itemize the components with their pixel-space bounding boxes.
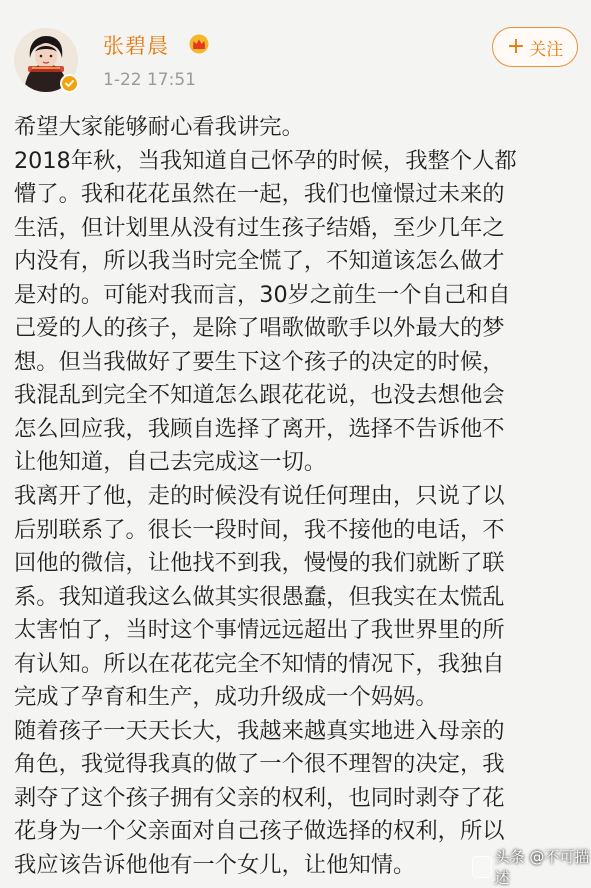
post-text-line: 我混乱到完全不知道怎么跟花花说，也没去想他会 — [14, 382, 505, 409]
plus-icon: + — [506, 34, 526, 59]
username[interactable]: 张碧晨 — [103, 34, 169, 58]
post-text-line: 有认知。所以在花花完全不知情的情况下，我独自 — [14, 650, 505, 677]
post-text-line: 2018年秋，当我知道自己怀孕的时候，我整个人都 — [14, 147, 517, 174]
toutiao-logo-icon — [472, 856, 492, 878]
post-text-line: 剥夺了这个孩子拥有父亲的权利，也同时剥夺了花 — [14, 784, 505, 811]
post-text-line: 己爱的人的孩子，是除了唱歌做歌手以外最大的梦 — [14, 315, 505, 342]
post-text-line: 懵了。我和花花虽然在一起，我们也憧憬过未来的 — [14, 181, 505, 208]
post-text-line: 系。我知道我这么做其实很愚蠢，但我实在太慌乱 — [14, 583, 505, 610]
post-text-line: 想。但当我做好了要生下这个孩子的决定的时候， — [14, 348, 505, 375]
post-text-line: 我应该告诉他他有一个女儿，让他知情。 — [14, 852, 416, 879]
post-time: 1-22 17:51 — [103, 70, 196, 90]
post-text-line: 生活，但计划里从没有过生孩子结婚，至少几年之 — [14, 214, 505, 241]
follow-button[interactable] — [492, 27, 578, 67]
post-text-line: 让他知道，自己去完成这一切。 — [14, 449, 327, 476]
watermark-text: 头条 @不可描述 — [494, 848, 590, 887]
post-text-line: 回他的微信，让他找不到我，慢慢的我们就断了联 — [14, 550, 505, 577]
post-text-line: 角色，我觉得我真的做了一个很不理智的决定，我 — [14, 751, 505, 778]
post-text-line: 我离开了他，走的时候没有说任何理由，只说了以 — [14, 483, 505, 510]
post-text-line: 怎么回应我，我顾自选择了离开，选择不告诉他不 — [14, 415, 505, 442]
verified-badge-icon — [60, 74, 79, 93]
vip-crown-icon — [188, 34, 210, 54]
post-text-line: 太害怕了，当时这个事情远远超出了我世界里的所 — [14, 617, 505, 644]
post-text-line: 是对的。可能对我而言，30岁之前生一个自己和自 — [14, 281, 511, 308]
post-text-line: 希望大家能够耐心看我讲完。 — [14, 114, 304, 140]
watermark — [472, 848, 591, 887]
follow-label: 关注 — [529, 39, 564, 60]
post-text-line: 花身为一个父亲面对自己孩子做选择的权利，所以 — [14, 818, 505, 845]
post-content — [14, 111, 588, 883]
post-header — [0, 0, 591, 108]
post-text-line: 内没有，所以我当时完全慌了，不知道该怎么做才 — [14, 248, 505, 275]
post-text-line: 随着孩子一天天长大，我越来越真实地进入母亲的 — [14, 717, 505, 744]
post-text-line: 后别联系了。很长一段时间，我不接他的电话，不 — [14, 516, 505, 543]
post-text-line: 完成了孕育和生产，成功升级成一个妈妈。 — [14, 684, 438, 711]
